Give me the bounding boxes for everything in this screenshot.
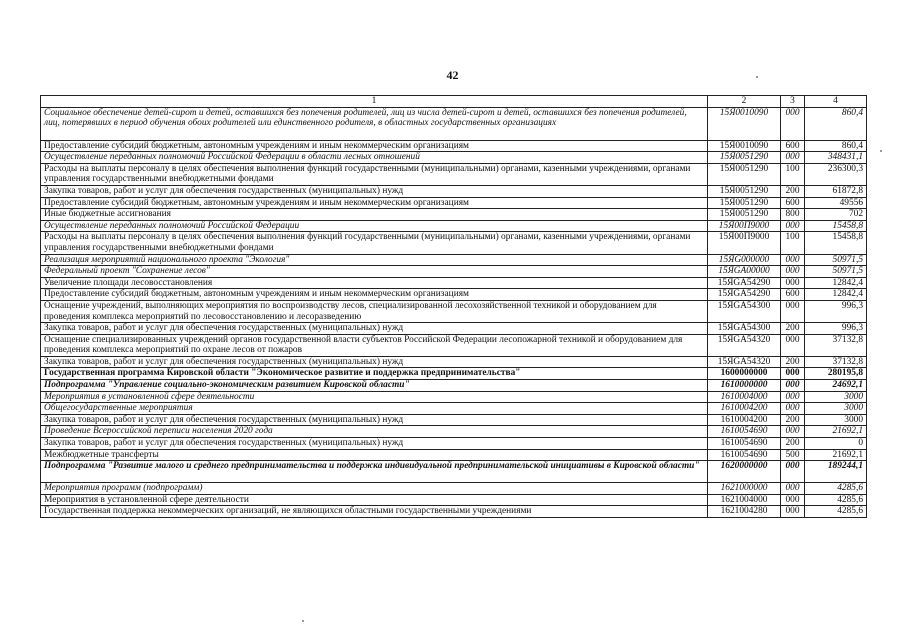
row-name-cell: Закупка товаров, работ и услуг для обеспечения государственных (муниципальных) нужд (41, 185, 708, 197)
row-vr-cell: 000 (781, 368, 805, 380)
table-row (41, 414, 867, 426)
row-code-cell: 15Я0051290 (708, 185, 781, 197)
row-name-cell: Расходы на выплаты персоналу в целях обеспечения выполнения функций государственными (муниципальными) органами, казенными учреждениями, органами управления государственными внебюджетными фондами (41, 163, 708, 185)
table-row (41, 334, 867, 356)
row-code-cell: 1621000000 (708, 483, 781, 495)
row-vr-cell: 000 (781, 506, 805, 518)
row-code-cell: 15ЯGA54300 (708, 300, 781, 322)
table-row (41, 449, 867, 461)
row-name-cell: Межбюджетные трансферты (41, 449, 708, 461)
scan-speck (302, 620, 304, 622)
row-amount-cell: 49556 (805, 197, 867, 209)
row-code-cell: 15ЯGA54320 (708, 356, 781, 368)
header-name-column: 1 (41, 96, 708, 108)
row-vr-cell: 600 (781, 197, 805, 209)
row-code-cell: 1621004280 (708, 506, 781, 518)
row-vr-cell: 500 (781, 449, 805, 461)
row-code-cell: 15Я0051290 (708, 163, 781, 185)
row-vr-cell: 000 (781, 300, 805, 322)
row-name-cell: Закупка товаров, работ и услуг для обеспечения государственных (муниципальных) нужд (41, 323, 708, 335)
table-row (41, 254, 867, 266)
row-vr-cell: 000 (781, 426, 805, 438)
row-vr-cell: 600 (781, 140, 805, 152)
row-amount-cell: 3000 (805, 403, 867, 415)
row-name-cell: Общегосударственные мероприятия (41, 403, 708, 415)
row-amount-cell: 12842,4 (805, 277, 867, 289)
header-code-column: 2 (708, 96, 781, 108)
row-code-cell: 1610054690 (708, 438, 781, 450)
row-code-cell: 15Я0010090 (708, 140, 781, 152)
row-amount-cell: 4285,6 (805, 494, 867, 506)
row-name-cell: Закупка товаров, работ и услуг для обеспечения государственных (муниципальных) нужд (41, 414, 708, 426)
row-amount-cell: 37132,8 (805, 334, 867, 356)
row-code-cell: 15ЯGA54320 (708, 334, 781, 356)
row-code-cell: 1610054690 (708, 449, 781, 461)
row-amount-cell: 236300,3 (805, 163, 867, 185)
row-code-cell: 15Я00П9000 (708, 220, 781, 232)
table-row (41, 483, 867, 495)
row-code-cell: 1610004200 (708, 403, 781, 415)
row-name-cell: Закупка товаров, работ и услуг для обеспечения государственных (муниципальных) нужд (41, 438, 708, 450)
row-code-cell: 15Я00П9000 (708, 232, 781, 254)
table-row (41, 506, 867, 518)
row-name-cell: Увеличение площади лесовосстановления (41, 277, 708, 289)
table-row (41, 152, 867, 164)
row-code-cell: 1610004200 (708, 414, 781, 426)
row-vr-cell: 000 (781, 152, 805, 164)
table-header-row (41, 96, 867, 108)
header-vr-column: 3 (781, 96, 805, 108)
row-code-cell: 1610000000 (708, 380, 781, 392)
row-name-cell: Осуществление переданных полномочий Российской Федерации (41, 220, 708, 232)
row-name-cell: Предоставление субсидий бюджетным, автономным учреждениям и иным некоммерческим организациям (41, 197, 708, 209)
table-row (41, 163, 867, 185)
row-name-cell: Предоставление субсидий бюджетным, автономным учреждениям и иным некоммерческим организациям (41, 140, 708, 152)
row-name-cell: Закупка товаров, работ и услуг для обеспечения государственных (муниципальных) нужд (41, 356, 708, 368)
row-vr-cell: 000 (781, 277, 805, 289)
row-amount-cell: 15458,8 (805, 232, 867, 254)
table-row (41, 220, 867, 232)
row-name-cell: Мероприятия в установленной сфере деятельности (41, 391, 708, 403)
row-amount-cell: 0 (805, 438, 867, 450)
row-code-cell: 1621004000 (708, 494, 781, 506)
table-row (41, 368, 867, 380)
row-name-cell: Осуществление переданных полномочий Российской Федерации в области лесных отношений (41, 152, 708, 164)
row-name-cell: Подпрограмма "Развитие малого и среднего предпринимательства и поддержка индивидуальной предпринимательской инициативы в Кировской области" (41, 461, 708, 483)
row-code-cell: 1610004000 (708, 391, 781, 403)
row-vr-cell: 200 (781, 356, 805, 368)
row-vr-cell: 000 (781, 266, 805, 278)
row-name-cell: Оснащение учреждений, выполняющих мероприятия по воспроизводству лесов, специализированной лесохозяйственной техникой и оборудованием для проведения комплекса мероприятий по лесовосстановлению и лесоразведению (41, 300, 708, 322)
row-name-cell: Мероприятия программ (подпрограмм) (41, 483, 708, 495)
row-vr-cell: 200 (781, 438, 805, 450)
row-code-cell: 15Я0010090 (708, 107, 781, 140)
row-amount-cell: 860,4 (805, 107, 867, 140)
row-amount-cell: 37132,8 (805, 356, 867, 368)
page-number: 42 (446, 68, 459, 82)
row-vr-cell: 200 (781, 323, 805, 335)
budget-table-body (41, 96, 867, 518)
row-name-cell: Оснащение специализированных учреждений органов государственной власти субъектов Российской Федерации лесопожарной техникой и оборудованием для проведения комплекса мероприятий по охране лесов от пожаров (41, 334, 708, 356)
table-row (41, 266, 867, 278)
row-code-cell: 1600000000 (708, 368, 781, 380)
row-amount-cell: 996,3 (805, 323, 867, 335)
row-amount-cell: 50971,5 (805, 266, 867, 278)
row-code-cell: 15Я0051290 (708, 209, 781, 221)
row-vr-cell: 200 (781, 414, 805, 426)
row-name-cell: Реализация мероприятий национального проекта "Экология" (41, 254, 708, 266)
table-row (41, 209, 867, 221)
table-row (41, 494, 867, 506)
row-vr-cell: 000 (781, 391, 805, 403)
row-name-cell: Подпрограмма "Управление социально-экономическим развитием Кировской области" (41, 380, 708, 392)
row-vr-cell: 000 (781, 254, 805, 266)
table-row (41, 356, 867, 368)
row-code-cell: 15ЯGA54290 (708, 289, 781, 301)
row-amount-cell: 348431,1 (805, 152, 867, 164)
table-row (41, 277, 867, 289)
row-vr-cell: 000 (781, 334, 805, 356)
row-code-cell: 15ЯGA54290 (708, 277, 781, 289)
row-name-cell: Иные бюджетные ассигнования (41, 209, 708, 221)
row-amount-cell: 21692,1 (805, 426, 867, 438)
row-vr-cell: 000 (781, 380, 805, 392)
row-vr-cell: 000 (781, 220, 805, 232)
row-vr-cell: 000 (781, 403, 805, 415)
row-vr-cell: 000 (781, 483, 805, 495)
row-amount-cell: 4285,6 (805, 483, 867, 495)
row-vr-cell: 000 (781, 107, 805, 140)
row-code-cell: 15Я0051290 (708, 197, 781, 209)
row-code-cell: 15ЯGA54300 (708, 323, 781, 335)
table-row (41, 461, 867, 483)
row-name-cell: Мероприятия в установленной сфере деятельности (41, 494, 708, 506)
table-row (41, 380, 867, 392)
row-code-cell: 15Я0051290 (708, 152, 781, 164)
row-name-cell: Проведение Всероссийской переписи населения 2020 года (41, 426, 708, 438)
row-amount-cell: 4285,6 (805, 506, 867, 518)
table-row (41, 391, 867, 403)
row-vr-cell: 000 (781, 461, 805, 483)
table-row (41, 107, 867, 140)
table-row (41, 232, 867, 254)
table-row (41, 438, 867, 450)
row-amount-cell: 15458,8 (805, 220, 867, 232)
table-row (41, 426, 867, 438)
row-amount-cell: 21692,1 (805, 449, 867, 461)
row-amount-cell: 860,4 (805, 140, 867, 152)
table-row (41, 197, 867, 209)
row-amount-cell: 3000 (805, 391, 867, 403)
row-amount-cell: 280195,8 (805, 368, 867, 380)
row-code-cell: 1620000000 (708, 461, 781, 483)
row-code-cell: 15ЯGA00000 (708, 266, 781, 278)
row-code-cell: 15ЯG000000 (708, 254, 781, 266)
row-name-cell: Государственная поддержка некоммерческих организаций, не являющихся областными государственными учреждениями (41, 506, 708, 518)
table-row (41, 403, 867, 415)
row-name-cell: Предоставление субсидий бюджетным, автономным учреждениям и иным некоммерческим организациям (41, 289, 708, 301)
table-row (41, 300, 867, 322)
row-name-cell: Социальное обеспечение детей-сирот и детей, оставшихся без попечения родителей, лиц из числа детей-сирот и детей, оставшихся без попечения родителей, лиц, потерявших в период обучения обоих родителей или единственного родителя, в областных государственных организациях (41, 107, 708, 140)
row-vr-cell: 600 (781, 289, 805, 301)
table-row (41, 323, 867, 335)
row-name-cell: Расходы на выплаты персоналу в целях обеспечения выполнения функций государственными (муниципальными) органами, казенными учреждениями, органами управления государственными внебюджетными фондами (41, 232, 708, 254)
table-row (41, 289, 867, 301)
row-vr-cell: 000 (781, 494, 805, 506)
row-amount-cell: 12842,4 (805, 289, 867, 301)
row-vr-cell: 200 (781, 185, 805, 197)
budget-table (40, 95, 867, 518)
row-amount-cell: 702 (805, 209, 867, 221)
table-row (41, 140, 867, 152)
row-amount-cell: 50971,5 (805, 254, 867, 266)
scan-speck (756, 76, 758, 78)
scan-speck (880, 150, 882, 152)
row-amount-cell: 61872,8 (805, 185, 867, 197)
row-name-cell: Государственная программа Кировской области "Экономическое развитие и поддержка предпринимательства" (41, 368, 708, 380)
row-name-cell: Федеральный проект "Сохранение лесов" (41, 266, 708, 278)
row-vr-cell: 100 (781, 232, 805, 254)
table-row (41, 185, 867, 197)
row-amount-cell: 189244,1 (805, 461, 867, 483)
row-vr-cell: 800 (781, 209, 805, 221)
row-amount-cell: 996,3 (805, 300, 867, 322)
row-amount-cell: 24692,1 (805, 380, 867, 392)
row-code-cell: 1610054690 (708, 426, 781, 438)
row-vr-cell: 100 (781, 163, 805, 185)
row-amount-cell: 3000 (805, 414, 867, 426)
header-amount-column: 4 (805, 96, 867, 108)
